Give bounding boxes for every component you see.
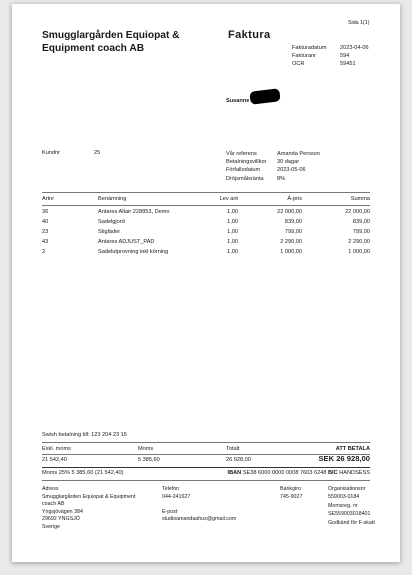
- f-tax-approval: Godkänd för F-skatt: [328, 520, 375, 527]
- document-title: Faktura: [228, 29, 271, 41]
- cell-quantity: 1,00: [227, 209, 238, 215]
- invoice-page: [12, 4, 400, 562]
- bank-details: [212, 470, 370, 476]
- cell-artnr: 40: [42, 219, 49, 225]
- phone-value: 044-241627: [162, 493, 191, 500]
- cell-description: Antares ADJUST_PAD: [98, 239, 155, 245]
- meta-ocr-label: OCR: [292, 60, 305, 67]
- address-line: 29692 YNGSJÖ: [42, 516, 80, 523]
- meta-invoice-date-label: Fakturadatum: [292, 45, 327, 51]
- vat-value: 5 385,60: [138, 457, 160, 463]
- iban-label: IBAN: [227, 470, 242, 476]
- totals-top-rule: [42, 442, 370, 443]
- footer-address: [42, 486, 135, 532]
- meta-labels: [292, 45, 327, 68]
- payment-terms-value: 30 dagar: [277, 159, 300, 166]
- bankgiro-value: 745-9027: [280, 493, 303, 500]
- late-interest-value: 8%: [277, 175, 286, 182]
- col-sum: Summa: [350, 196, 370, 202]
- cell-artnr: 43: [42, 239, 49, 245]
- cell-description: Antares Altair 228853, Demo: [98, 209, 170, 215]
- cell-unit-price: 2 290,00: [280, 239, 302, 245]
- cell-sum: 2 290,00: [348, 239, 370, 245]
- amount-due-label: ATT BETALA: [335, 446, 370, 452]
- col-artnr: Artnr: [42, 196, 55, 202]
- page-number: Sida 1(1): [348, 20, 370, 26]
- late-interest-label: Dröjsmålsränta: [226, 175, 264, 182]
- company-name: Smugglargården Equiopat & Equipment coach AB: [42, 30, 180, 54]
- total-value: 26 928,00: [226, 457, 251, 463]
- cell-unit-price: 799,00: [284, 229, 302, 235]
- table-top-rule: [42, 192, 370, 193]
- col-quantity: Lev ant: [219, 196, 238, 202]
- address-line: coach AB: [42, 501, 65, 508]
- email-label: E-post: [162, 508, 178, 515]
- email-value: studioamandaahus@gmail.com: [162, 516, 237, 523]
- meta-invoice-number: 594: [340, 52, 350, 59]
- col-unit-price: Á-pris: [287, 196, 302, 202]
- address-line: Sverige: [42, 523, 60, 530]
- footer-org: [328, 486, 375, 528]
- org-number-value: 559003-0184: [328, 493, 360, 500]
- amount-due-value: SEK 26 928,00: [318, 454, 370, 463]
- total-label: Totalt: [226, 446, 240, 452]
- excl-vat-value: 21 542,40: [42, 457, 67, 463]
- cell-sum: 22 000,00: [345, 209, 370, 215]
- payment-terms-label: Betalningsvillkor: [226, 159, 267, 166]
- cell-unit-price: 839,00: [284, 219, 302, 225]
- col-description: Benämning: [98, 196, 127, 202]
- cell-quantity: 1,00: [227, 229, 238, 235]
- bankgiro-label: Bankgiro: [280, 486, 301, 492]
- reference-label: Vår referens: [226, 151, 257, 157]
- table-header-rule: [42, 205, 370, 206]
- cell-sum: 799,00: [352, 229, 370, 235]
- vat-note: Moms 25% 5 385,60 (21 542,40): [42, 470, 124, 476]
- footer-top-rule: [42, 480, 370, 481]
- redaction-mark: [249, 88, 280, 105]
- address-label: Adress: [42, 486, 59, 492]
- org-number-label: Organisationsnr: [328, 486, 366, 492]
- cell-quantity: 1,00: [227, 219, 238, 225]
- meta-invoice-date: 2023-04-06: [340, 45, 369, 51]
- due-date-value: 2023-05-06: [277, 167, 306, 174]
- address-line: Yngsjövägen 384: [42, 508, 83, 515]
- due-date-label: Förfallodatum: [226, 167, 261, 174]
- recipient-name: Susanne: [226, 98, 250, 104]
- reference-value: Amanda Persson: [277, 151, 320, 157]
- cell-artnr: 2: [42, 249, 46, 255]
- swish-info: Swish betalning till: 123 204 23 15: [42, 432, 127, 438]
- cell-sum: 1 000,00: [348, 249, 370, 255]
- customer-number-label: Kundnr: [42, 150, 61, 156]
- cell-artnr: 36: [42, 209, 49, 215]
- cell-description: Sadelgjord: [98, 219, 125, 225]
- cell-artnr: 23: [42, 229, 49, 235]
- cell-sum: 839,00: [352, 219, 370, 225]
- footer-bankgiro: [280, 486, 302, 501]
- iban-value: SE38 6000 0000 0008 7603 6248: [242, 470, 327, 476]
- customer-number: 25: [94, 150, 101, 156]
- terms-values: [277, 150, 320, 183]
- cell-quantity: 1,00: [227, 249, 238, 255]
- phone-label: Telefon: [162, 486, 180, 492]
- terms-labels: [226, 150, 266, 183]
- cell-description: Sadelutprovning inkl körning: [98, 249, 169, 255]
- meta-invoice-number-label: Fakturanr: [292, 52, 316, 59]
- bic-value: HANDSESS: [339, 470, 370, 476]
- cell-unit-price: 1 000,00: [280, 249, 302, 255]
- meta-ocr: 59451: [340, 60, 356, 67]
- bic-label: BIC: [328, 470, 338, 476]
- footer-contact: [162, 486, 236, 524]
- cell-quantity: 1,00: [227, 239, 238, 245]
- excl-vat-label: Exkl. moms: [42, 446, 71, 452]
- vat-reg-value: SE559003018401: [328, 510, 371, 517]
- totals-bottom-rule: [42, 467, 370, 468]
- meta-values: [340, 45, 369, 68]
- cell-description: Stigläder: [98, 229, 121, 235]
- cell-unit-price: 22 000,00: [277, 209, 302, 215]
- vat-label: Moms: [138, 446, 154, 452]
- address-line: Smugglargården Equiopat & Equipment: [42, 493, 136, 500]
- vat-reg-label: Momsreg. nr: [328, 503, 358, 510]
